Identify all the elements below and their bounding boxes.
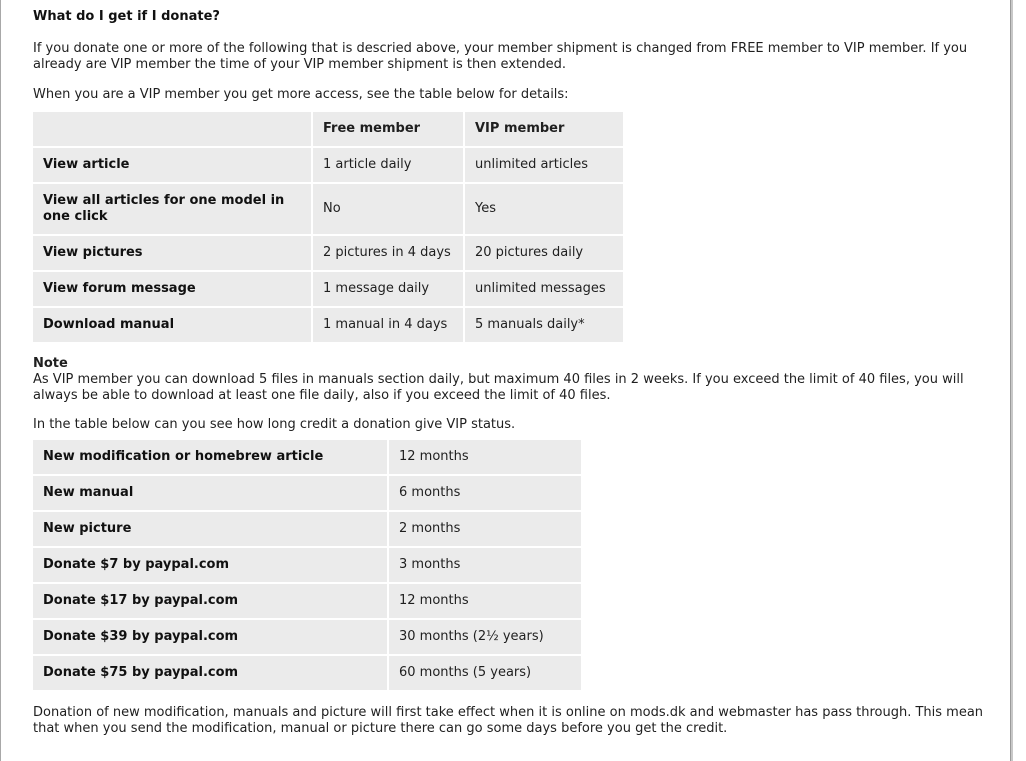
- feature-cell: View article: [33, 148, 311, 182]
- intro-paragraph: If you donate one or more of the following that is descried above, your member shipment is changed from FREE member to VIP member. If you already are VIP member the time of your VIP member shipment is then extended.: [33, 41, 968, 72]
- header-cell-vip: VIP member: [465, 112, 623, 146]
- window-edge: [1010, 0, 1013, 761]
- note-title: Note: [33, 356, 68, 371]
- credit-duration-cell: 60 months (5 years): [389, 656, 581, 690]
- table-row: [33, 272, 623, 306]
- table-row: [33, 512, 581, 546]
- credit-item-cell: Donate $75 by paypal.com: [33, 656, 387, 690]
- vip-cell: unlimited articles: [465, 148, 623, 182]
- section-heading: What do I get if I donate?: [33, 9, 220, 24]
- table-row: [33, 308, 623, 342]
- free-cell: 1 message daily: [313, 272, 463, 306]
- table-row: [33, 476, 581, 510]
- free-cell: 1 manual in 4 days: [313, 308, 463, 342]
- table-row: [33, 620, 581, 654]
- table-header-row: [33, 112, 623, 146]
- table-row: [33, 440, 581, 474]
- credit-item-cell: New manual: [33, 476, 387, 510]
- credit-item-cell: Donate $39 by paypal.com: [33, 620, 387, 654]
- credit-item-cell: Donate $7 by paypal.com: [33, 548, 387, 582]
- credit-duration-cell: 6 months: [389, 476, 581, 510]
- header-cell-free: Free member: [313, 112, 463, 146]
- vip-cell: 5 manuals daily*: [465, 308, 623, 342]
- credit-duration-cell: 2 months: [389, 512, 581, 546]
- credit-lead-text: In the table below can you see how long credit a donation give VIP status.: [33, 417, 516, 432]
- feature-cell: View all articles for one model in one click: [33, 184, 311, 234]
- header-cell-feature: [33, 112, 311, 146]
- vip-cell: unlimited messages: [465, 272, 623, 306]
- feature-cell: Download manual: [33, 308, 311, 342]
- feature-cell: View pictures: [33, 236, 311, 270]
- credit-item-cell: New picture: [33, 512, 387, 546]
- credit-duration-table: [31, 438, 583, 692]
- table-row: [33, 236, 623, 270]
- donate-section: [33, 9, 1003, 737]
- table-lead-text: When you are a VIP member you get more access, see the table below for details:: [33, 87, 569, 102]
- free-cell: No: [313, 184, 463, 234]
- feature-cell: View forum message: [33, 272, 311, 306]
- table-row: [33, 656, 581, 690]
- credit-item-cell: New modification or homebrew article: [33, 440, 387, 474]
- vip-cell: Yes: [465, 184, 623, 234]
- membership-comparison-table: [31, 110, 625, 344]
- credit-duration-cell: 30 months (2½ years): [389, 620, 581, 654]
- credit-duration-cell: 3 months: [389, 548, 581, 582]
- note-text: As VIP member you can download 5 files in manuals section daily, but maximum 40 files in 2 weeks. If you exceed the limit of 40 files, you will always be able to download at least one file daily, also if you exceed the limit of 40 files.: [33, 372, 964, 403]
- table-row: [33, 548, 581, 582]
- free-cell: 1 article daily: [313, 148, 463, 182]
- credit-item-cell: Donate $17 by paypal.com: [33, 584, 387, 618]
- credit-duration-cell: 12 months: [389, 440, 581, 474]
- free-cell: 2 pictures in 4 days: [313, 236, 463, 270]
- footer-note: Donation of new modification, manuals and picture will first take effect when it is online on mods.dk and webmaster has pass through. This mean that when you send the modification, manual or picture there can go some days before you get the credit.: [33, 705, 984, 736]
- table-row: [33, 148, 623, 182]
- vip-cell: 20 pictures daily: [465, 236, 623, 270]
- table-row: [33, 584, 581, 618]
- table-row: [33, 184, 623, 234]
- credit-duration-cell: 12 months: [389, 584, 581, 618]
